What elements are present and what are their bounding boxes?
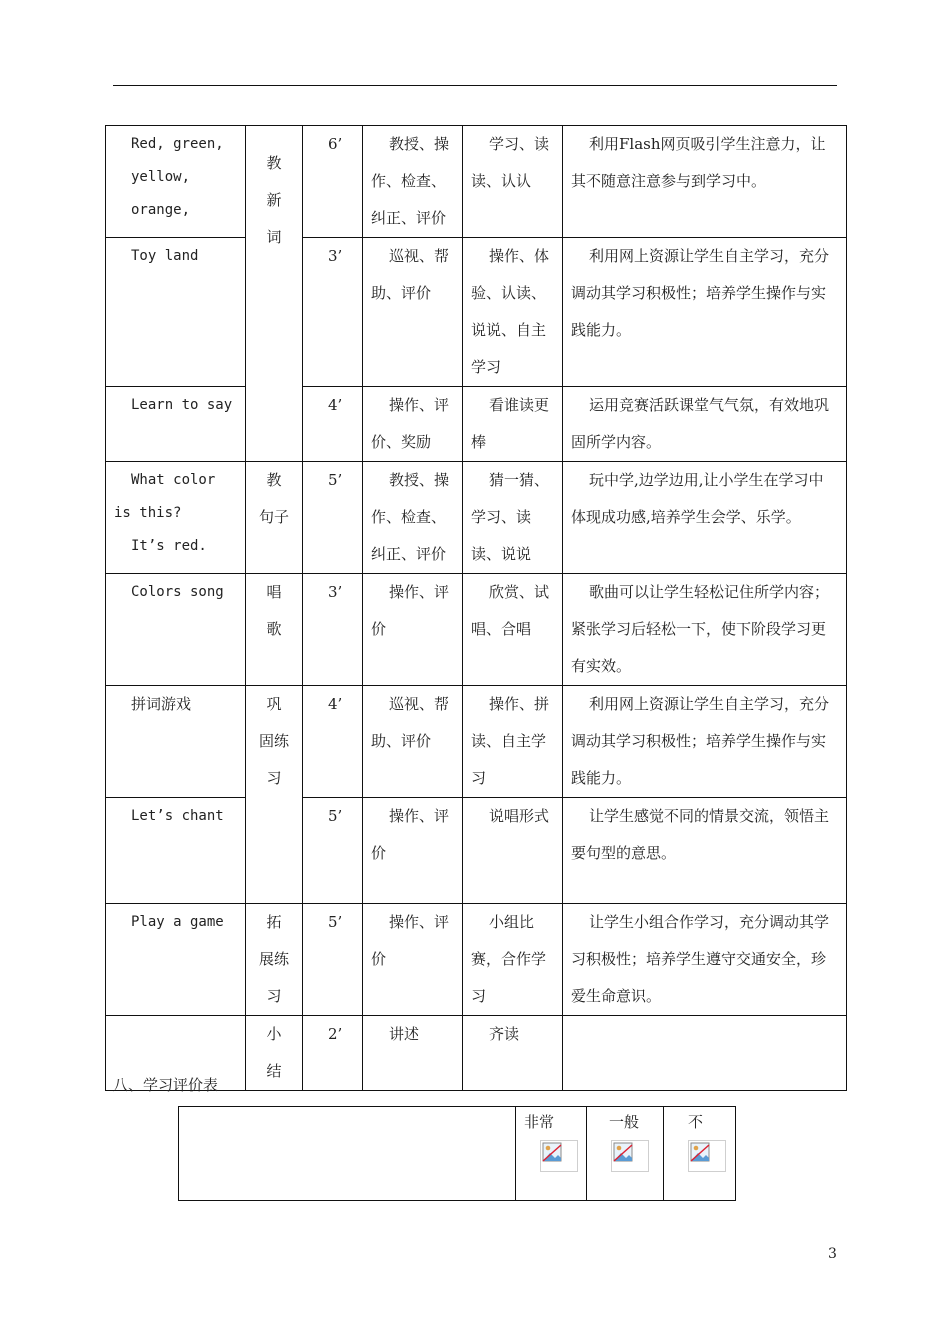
stage-cell-sing: 唱 歌: [246, 574, 303, 686]
broken-image-icon: [688, 1140, 726, 1172]
time-cell: 3’: [303, 238, 363, 387]
table-row: [179, 1107, 736, 1201]
student-activity-cell: 小组比赛，合作学习: [463, 904, 563, 1016]
student-activity-cell: 操作、体验、认读、说说、自主学习: [463, 238, 563, 387]
broken-image-icon: [540, 1140, 578, 1172]
time-cell: 3’: [303, 574, 363, 686]
content-cell: Learn to say: [106, 387, 246, 462]
design-intent-cell: 让学生感觉不同的情景交流，领悟主要句型的意思。: [563, 798, 847, 904]
student-activity-cell: 欣赏、试唱、合唱: [463, 574, 563, 686]
time-cell: 5’: [303, 462, 363, 574]
time-cell: 4’: [303, 686, 363, 798]
content-cell: Toy land: [106, 238, 246, 387]
time-cell: 5’: [303, 904, 363, 1016]
student-activity-cell: 看谁读更棒: [463, 387, 563, 462]
teacher-activity-cell: 操作、评价: [363, 574, 463, 686]
time-cell: 5’: [303, 798, 363, 904]
rating-label: 非常: [524, 1113, 555, 1131]
table-row: [106, 798, 847, 904]
time-cell: 2’: [303, 1016, 363, 1091]
teacher-activity-cell: 教授、操作、检查、纠正、评价: [363, 126, 463, 238]
table-row: [106, 574, 847, 686]
content-cell: Red, green, yellow, orange,: [106, 126, 246, 238]
student-activity-cell: 猜一猜、学习、读读、说说: [463, 462, 563, 574]
stage-cell-sentence: 教 句子: [246, 462, 303, 574]
table-row: [106, 686, 847, 798]
time-cell: 4’: [303, 387, 363, 462]
student-activity-cell: 操作、拼读、自主学习: [463, 686, 563, 798]
student-activity-cell: 说唱形式: [463, 798, 563, 904]
rating-cell-not: [664, 1107, 736, 1201]
design-intent-cell: 利用Flash网页吸引学生注意力，让其不随意注意参与到学习中。: [563, 126, 847, 238]
teacher-activity-cell: 巡视、帮助、评价: [363, 686, 463, 798]
stage-cell-new-words: 教 新 词: [246, 126, 303, 462]
design-intent-cell: 利用网上资源让学生自主学习，充分调动其学习积极性；培养学生操作与实践能力。: [563, 238, 847, 387]
teacher-activity-cell: 操作、评价: [363, 798, 463, 904]
table-row: [106, 126, 847, 238]
teacher-activity-cell: 讲述: [363, 1016, 463, 1091]
content-cell: Colors song: [106, 574, 246, 686]
rating-cell-normal: [587, 1107, 664, 1201]
rating-label: 不: [688, 1113, 704, 1131]
time-cell: 6’: [303, 126, 363, 238]
rating-cell-very: [516, 1107, 587, 1201]
teacher-activity-cell: 操作、评价、奖励: [363, 387, 463, 462]
teacher-activity-cell: 巡视、帮助、评价: [363, 238, 463, 387]
content-cell: Let’s chant: [106, 798, 246, 904]
teacher-activity-cell: 教授、操作、检查、纠正、评价: [363, 462, 463, 574]
broken-image-icon: [611, 1140, 649, 1172]
design-intent-cell: 运用竞赛活跃课堂气气氛，有效地巩固所学内容。: [563, 387, 847, 462]
design-intent-cell: 让学生小组合作学习，充分调动其学习积极性；培养学生遵守交通安全，珍爱生命意识。: [563, 904, 847, 1016]
header-rule: [113, 85, 837, 86]
student-activity-cell: 齐读: [463, 1016, 563, 1091]
page-number: 3: [828, 1246, 837, 1262]
content-cell: What color is this? It’s red.: [106, 462, 246, 574]
table-row: [106, 462, 847, 574]
content-cell: Play a game: [106, 904, 246, 1016]
content-cell: 拼词游戏: [106, 686, 246, 798]
student-activity-cell: 学习、读读、认认: [463, 126, 563, 238]
lesson-plan-table: [105, 125, 847, 1091]
design-intent-cell: 歌曲可以让学生轻松记住所学内容；紧张学习后轻松一下，使下阶段学习更有实效。: [563, 574, 847, 686]
table-row: [106, 387, 847, 462]
design-intent-cell: [563, 1016, 847, 1091]
design-intent-cell: 利用网上资源让学生自主学习，充分调动其学习积极性；培养学生操作与实践能力。: [563, 686, 847, 798]
evaluation-table: [178, 1106, 736, 1201]
teacher-activity-cell: 操作、评价: [363, 904, 463, 1016]
section-title: 八、学习评价表: [113, 1076, 219, 1094]
stage-cell-summary: 小 结: [246, 1016, 303, 1091]
table-row: [106, 238, 847, 387]
stage-cell-extend: 拓 展练 习: [246, 904, 303, 1016]
stage-cell-consolidate: 巩 固练 习: [246, 686, 303, 904]
design-intent-cell: 玩中学,边学边用,让小学生在学习中体现成功感,培养学生会学、乐学。: [563, 462, 847, 574]
rating-label: 一般: [609, 1113, 640, 1131]
evaluation-item-cell: [179, 1107, 516, 1201]
table-row: [106, 904, 847, 1016]
